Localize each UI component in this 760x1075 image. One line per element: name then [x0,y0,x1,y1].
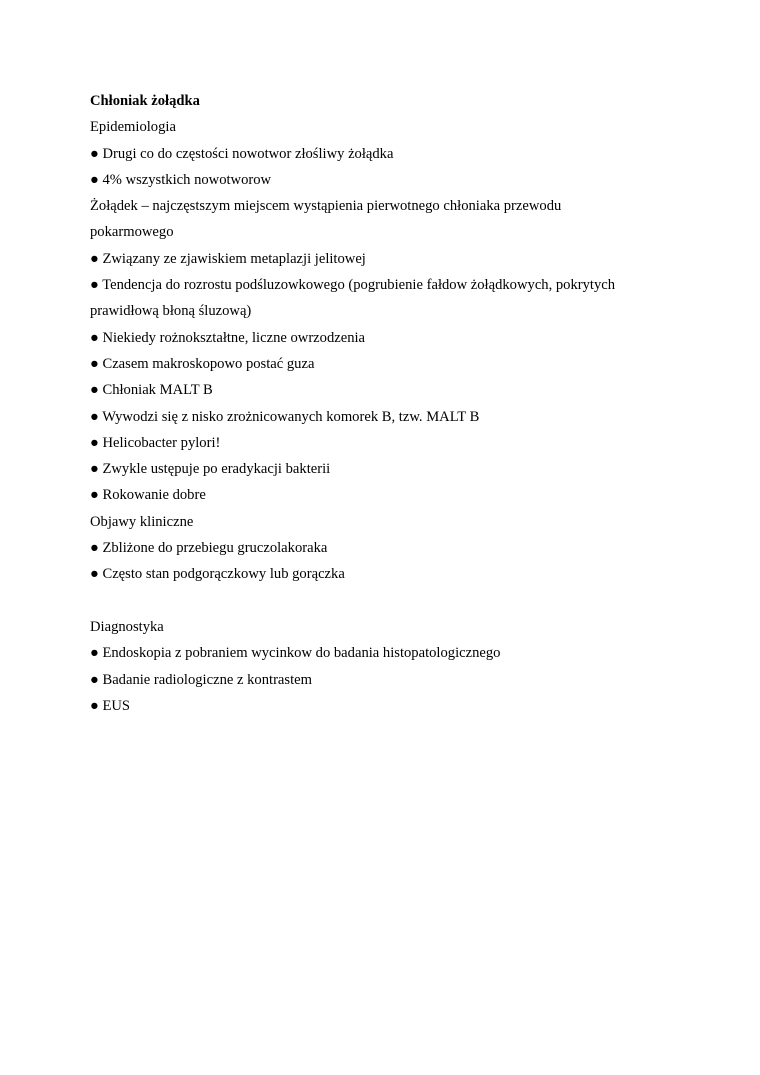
bullet-item: ● Wywodzi się z nisko zrożnicowanych komorek B, tzw. MALT B [90,408,480,425]
blank-line [90,588,690,614]
bullet-item: ● Zbliżone do przebiegu gruczolakoraka [90,540,328,557]
bullet-item: ● Zwykle ustępuje po eradykacji bakterii [90,461,331,478]
paragraph-line: Żołądek – najczęstszym miejscem wystąpienia pierwotnego chłoniaka przewodu [90,198,562,215]
bullet-item: ● Niekiedy rożnokształtne, liczne owrzodzenia [90,329,366,346]
document-body [90,88,690,719]
paragraph-line: pokarmowego [90,224,174,241]
bullet-item: ● Związany ze zjawiskiem metaplazji jelitowej [90,250,366,267]
bullet-item: ● Tendencja do rozrostu podśluzowkowego (pogrubienie fałdow żołądkowych, pokrytych [90,277,616,294]
document-title: Chłoniak żołądka [90,93,200,109]
bullet-item: ● Chłoniak MALT B [90,382,213,399]
bullet-item: ● Czasem makroskopowo postać guza [90,355,315,372]
bullet-item: ● 4% wszystkich nowotworow [90,171,272,188]
section-heading-diagnostics: Diagnostyka [90,618,164,635]
bullet-item: ● Badanie radiologiczne z kontrastem [90,671,312,688]
bullet-item: ● Helicobacter pylori! [90,434,221,451]
bullet-item: ● Drugi co do częstości nowotwor złośliwy żołądka [90,145,394,162]
section-heading-epidemiology: Epidemiologia [90,119,176,136]
bullet-item: ● Endoskopia z pobraniem wycinkow do badania histopatologicznego [90,645,501,662]
bullet-item: ● EUS [90,697,131,714]
paragraph-line: prawidłową błoną śluzową) [90,303,252,320]
bullet-item: ● Często stan podgorączkowy lub gorączka [90,566,345,583]
section-heading-clinical-symptoms: Objawy kliniczne [90,513,194,530]
bullet-item: ● Rokowanie dobre [90,487,206,504]
